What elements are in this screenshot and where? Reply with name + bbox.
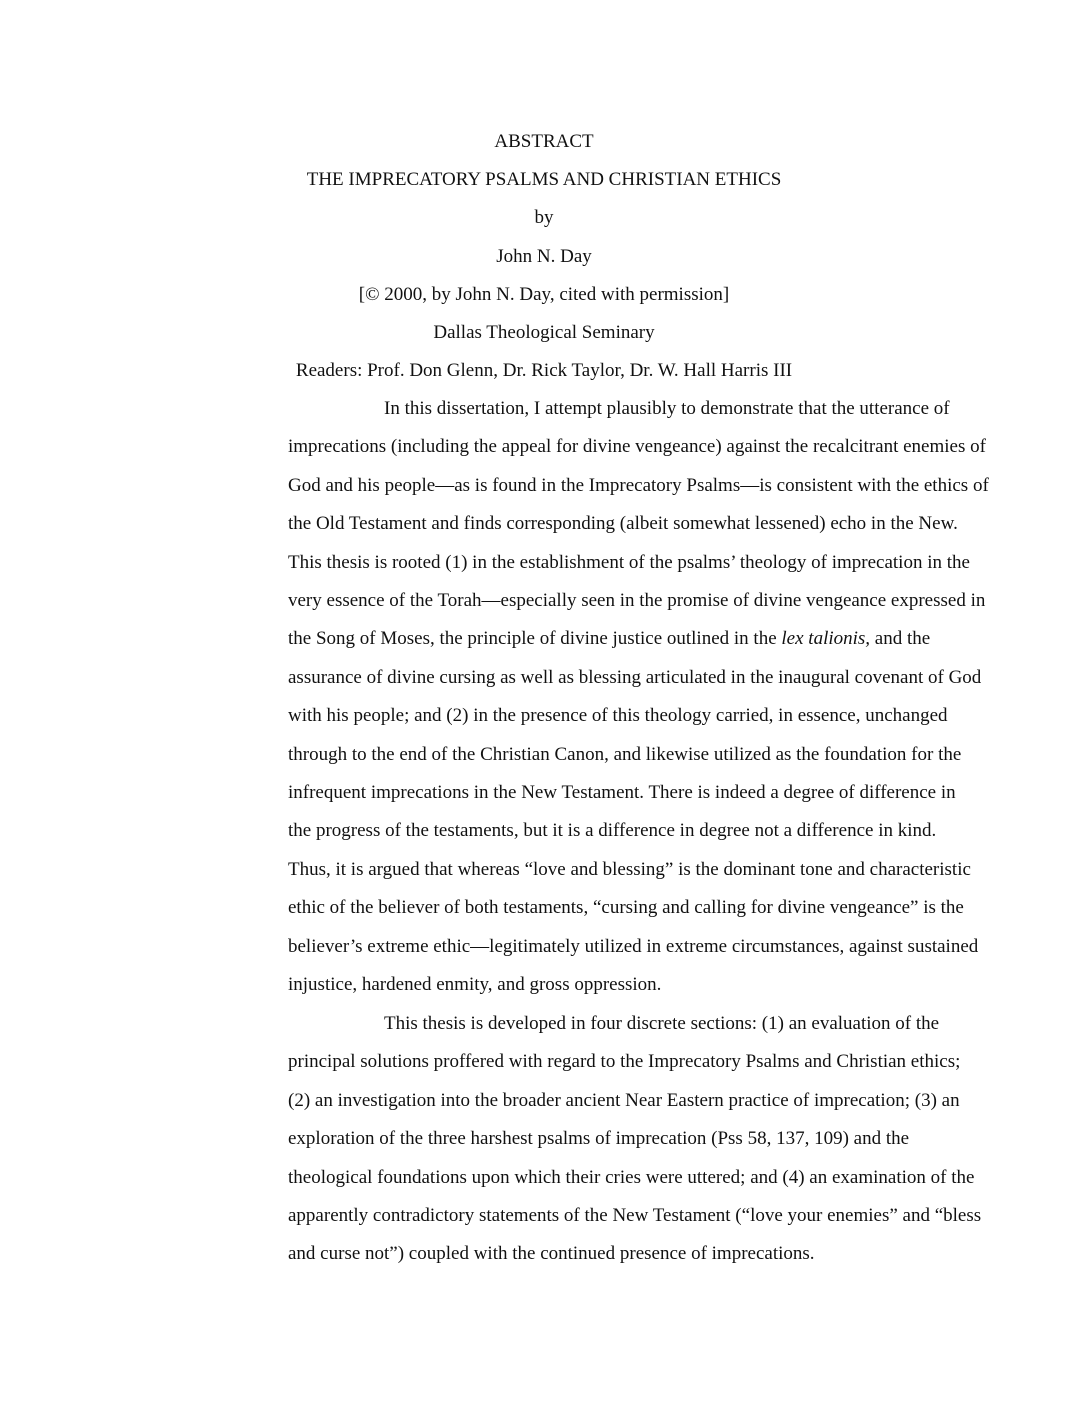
- abstract-label: ABSTRACT: [494, 131, 594, 152]
- paragraph-1-line-9: with his people; and (2) in the presence of this theology carried, in essence, unchanged: [288, 705, 948, 727]
- readers-line: Readers: Prof. Don Glenn, Dr. Rick Taylor, Dr. W. Hall Harris III: [295, 360, 793, 381]
- lex-talionis-term: lex talionis,: [781, 628, 871, 650]
- paragraph-2-line-3: (2) an investigation into the broader ancient Near Eastern practice of imprecation; (3) an: [288, 1089, 960, 1111]
- paragraph-2-line-7: and curse not”) coupled with the continued presence of imprecations.: [288, 1243, 815, 1265]
- paragraph-1-line-3: God and his people—as is found in the Imprecatory Psalms—is consistent with the ethics of: [288, 474, 989, 496]
- by-line: by: [534, 207, 554, 228]
- paragraph-2-line-1-text: This thesis is developed in four discrete sections: (1) an evaluation of the: [384, 1013, 940, 1034]
- paragraph-1-line-1: [192, 390, 960, 428]
- paragraph-1-line-15: believer’s extreme ethic—legitimately utilized in extreme circumstances, against sustained: [288, 935, 979, 957]
- paragraph-1-line-14: ethic of the believer of both testaments, “cursing and calling for divine vengeance” is the: [288, 897, 964, 919]
- paragraph-1-line-7-after: and the: [870, 628, 931, 650]
- paragraph-1-line-7: [192, 620, 960, 658]
- paragraph-1-line-4: the Old Testament and finds corresponding (albeit somewhat lessened) echo in the New.: [288, 513, 958, 535]
- abstract-paragraph-1: [192, 390, 989, 1005]
- institution-name: Dallas Theological Seminary: [433, 322, 655, 343]
- paragraph-1-line-6: very essence of the Torah—especially seen in the promise of divine vengeance expressed in: [288, 590, 986, 612]
- paragraph-1-line-11: infrequent imprecations in the New Testament. There is indeed a degree of difference in: [288, 782, 956, 804]
- document-title: THE IMPRECATORY PSALMS AND CHRISTIAN ETHICS: [306, 169, 782, 190]
- paragraph-2-line-1: [192, 1005, 960, 1043]
- paragraph-2-line-2: principal solutions proffered with regard to the Imprecatory Psalms and Christian ethics;: [288, 1051, 961, 1073]
- paragraph-1-line-8: assurance of divine cursing as well as blessing articulated in the inaugural covenant of God: [288, 666, 982, 688]
- paragraph-1-line-2: imprecations (including the appeal for divine vengeance) against the recalcitrant enemies of: [288, 436, 986, 458]
- paragraph-1-line-10: through to the end of the Christian Canon, and likewise utilized as the foundation for the: [288, 743, 962, 765]
- author-name: John N. Day: [496, 246, 592, 267]
- paragraph-2-line-5: theological foundations upon which their cries were uttered; and (4) an examination of the: [288, 1166, 975, 1188]
- copyright-notice: [© 2000, by John N. Day, cited with permission]: [358, 284, 730, 305]
- paragraph-1-line-12: the progress of the testaments, but it is a difference in degree not a difference in kind.: [288, 820, 937, 842]
- paragraph-2-line-6: apparently contradictory statements of the New Testament (“love your enemies” and “bless: [288, 1205, 982, 1227]
- paragraph-1-line-5: This thesis is rooted (1) in the establishment of the psalms’ theology of imprecation in the: [288, 551, 970, 573]
- paragraph-1-line-1-text: In this dissertation, I attempt plausibly to demonstrate that the utterance of: [384, 398, 950, 419]
- paragraph-2-line-4: exploration of the three harshest psalms of imprecation (Pss 58, 137, 109) and the: [288, 1128, 910, 1150]
- paragraph-1-line-16: injustice, hardened enmity, and gross oppression.: [288, 974, 662, 996]
- paragraph-1-line-7-before: the Song of Moses, the principle of divine justice outlined in the: [288, 628, 782, 650]
- paragraph-1-line-13: Thus, it is argued that whereas “love and blessing” is the dominant tone and characteristic: [288, 858, 971, 880]
- abstract-paragraph-2: [192, 1005, 982, 1274]
